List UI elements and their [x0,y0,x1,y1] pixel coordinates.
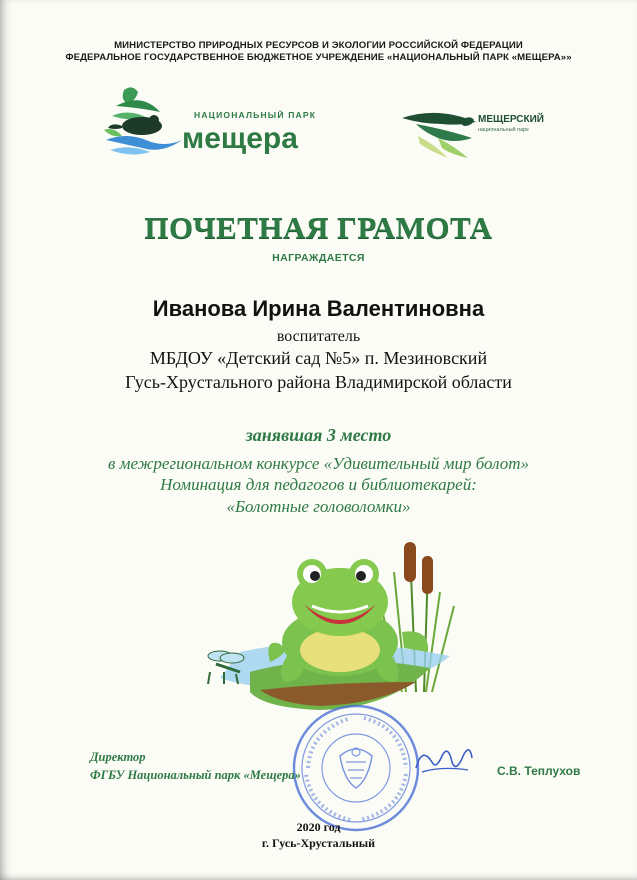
meshchersky-park-logo [398,104,558,166]
coat-of-arms-icon [340,748,372,788]
logo-left-big-text: мещера [182,122,298,155]
recipient-organization: МБДОУ «Детский сад №5» п. Мезиновский [149,348,488,368]
ministry-line-2: ФЕДЕРАЛЬНОЕ ГОСУДАРСТВЕННОЕ БЮДЖЕТНОЕ УЧРЕЖДЕНИЕ «НАЦИОНАЛЬНЫЙ ПАРК «МЕЩЕРА»» [65,52,572,63]
logo-right-big-text: МЕЩЕРСКИЙ [478,114,544,125]
award-place: занявшая 3 место [245,425,392,445]
certificate-subtitle: НАГРАЖДАЕТСЯ [272,252,365,264]
recipient-region: Гусь-Хрустального района Владимирской области [125,372,512,392]
director-organization: ФГБУ Национальный парк «Мещера» [90,768,301,782]
issue-year: 2020 год [296,820,341,834]
issue-city: г. Гусь-Хрустальный [261,836,376,850]
signer-name: С.В. Теплухов [497,764,581,778]
bird-emblem-icon [104,87,182,154]
contest-name: в межрегиональном конкурсе «Удивительный мир болот» [107,454,530,473]
logo-left-small-text: НАЦИОНАЛЬНЫЙ ПАРК [194,110,317,120]
nomination: Номинация для педагогов и библиотекарей: [160,475,477,494]
task-name: «Болотные головоломки» [226,497,411,516]
recipient-name: Иванова Ирина Валентиновна [152,296,485,321]
crane-emblem-icon [402,113,476,158]
certificate-title: ПОЧЕТНАЯ ГРАМОТА [144,210,493,245]
meshchera-park-logo [102,82,342,168]
ministry-line-1: МИНИСТЕРСТВО ПРИРОДНЫХ РЕСУРСОВ И ЭКОЛОГИИ РОССИЙСКОЙ ФЕДЕРАЦИИ [114,40,523,51]
handwritten-signature [412,740,476,780]
director-label: Директор [90,750,146,764]
frog-illustration [180,532,470,722]
recipient-role: воспитатель [276,328,361,345]
official-stamp [290,702,422,834]
logo-right-small-text: национальный парк [478,127,529,133]
